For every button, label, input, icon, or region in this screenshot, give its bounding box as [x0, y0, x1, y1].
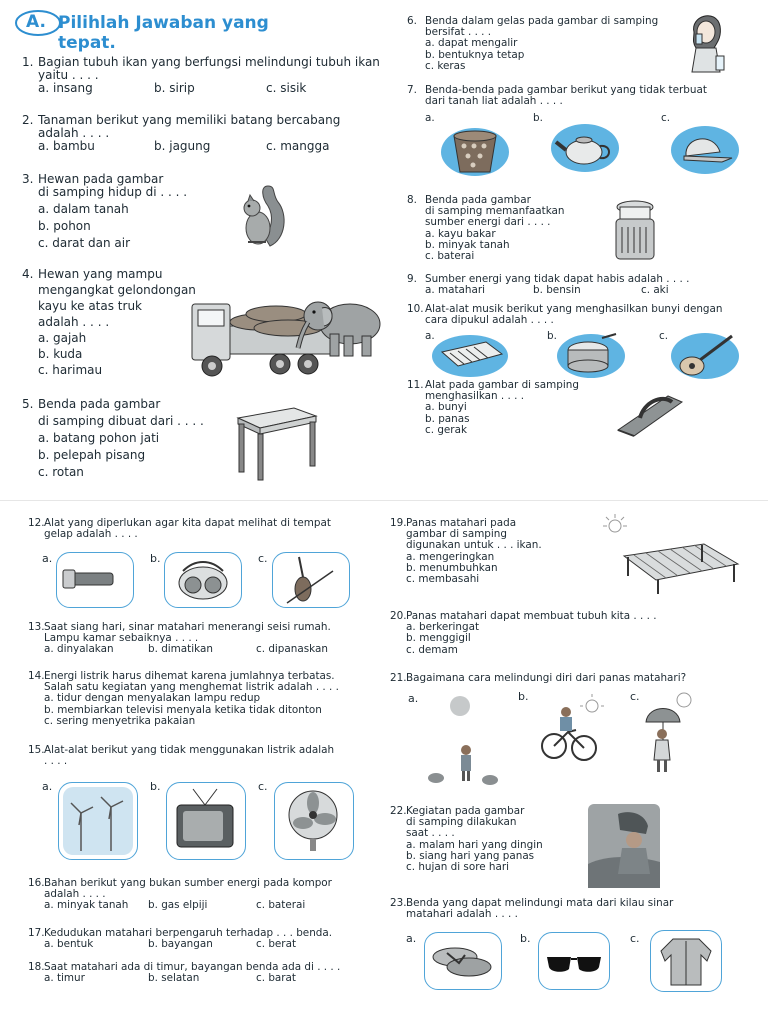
question-23 [390, 898, 740, 920]
option-b[interactable]: b. menumbuhkan [406, 561, 498, 574]
option-b[interactable]: b. bentuknya tetap [425, 48, 525, 61]
option-b[interactable]: b. gas elpiji [148, 899, 208, 912]
option-c[interactable]: c. dipanaskan [256, 643, 328, 656]
stove-icon [612, 197, 658, 263]
option-c[interactable]: c. gerak [425, 423, 467, 436]
question-number: 4. [22, 267, 34, 281]
question-text-continued: kayu ke atas truk [38, 299, 143, 313]
option-a[interactable]: a. matahari [425, 284, 486, 297]
option-b[interactable]: b. sirip [154, 81, 195, 95]
question-text-continued: menghasilkan . . . . [425, 390, 525, 403]
question-text: Saat matahari ada di timur, bayangan benda ada di . . . . [44, 961, 341, 973]
question-text-continued: sumber energi dari . . . . [425, 216, 551, 229]
question-text: Bagian tubuh ikan yang berfungsi melindungi tubuh ikan [38, 55, 380, 69]
question-21 [390, 673, 735, 684]
squirrel-icon [236, 184, 288, 250]
question-text-continued: yaitu . . . . [38, 68, 99, 82]
option-b[interactable]: b. pohon [38, 219, 91, 233]
elephant-icon [294, 294, 386, 360]
question-number: 9. [407, 273, 417, 285]
option-b-label[interactable]: b. [150, 780, 161, 793]
question-text: Benda pada gambar [38, 397, 161, 411]
option-a-label[interactable]: a. [406, 932, 417, 945]
question-text-continued: bersifat . . . . [425, 26, 492, 39]
jacket-icon [651, 931, 721, 991]
option-b[interactable]: b. bensin [533, 284, 581, 297]
question-text: Hewan pada gambar [38, 172, 164, 186]
boy-on-bicycle-icon[interactable] [540, 692, 616, 764]
question-number: 23. [390, 897, 407, 909]
question-text: Benda yang dapat melindungi mata dari kilau sinar [406, 897, 674, 909]
section-letter: A. [26, 12, 46, 32]
option-b-frame[interactable] [166, 782, 246, 860]
option-c-label[interactable]: c. [630, 932, 640, 945]
question-text: Kedudukan matahari berpengaruh terhadap . . . benda. [44, 927, 333, 939]
option-c-label[interactable]: c. [630, 690, 640, 703]
question-text: Benda-benda pada gambar berikut yang tidak terbuat [425, 84, 707, 96]
question-19 [390, 518, 610, 585]
boy-in-sun-icon[interactable] [424, 692, 504, 792]
question-3 [22, 173, 222, 250]
sunglasses-icon [539, 933, 609, 989]
option-a-frame[interactable] [424, 932, 502, 990]
teapot-icon[interactable] [550, 120, 620, 176]
option-b-frame[interactable] [164, 552, 242, 608]
question-text: Energi listrik harus dihemat karena jumlahnya terbatas. [44, 670, 335, 682]
question-number: 13. [28, 621, 45, 633]
question-text-continued: gambar di samping [406, 528, 507, 541]
question-text: Bahan berikut yang bukan sumber energi pada kompor [44, 877, 332, 889]
option-b[interactable]: b. bayangan [148, 938, 213, 951]
question-text-continued: di samping hidup di . . . . [38, 185, 188, 199]
question-17 [28, 928, 368, 951]
fish-drying-rack-icon [620, 540, 740, 596]
option-b[interactable]: b. selatan [148, 972, 200, 985]
guitar-icon[interactable] [670, 330, 740, 380]
option-a[interactable]: a. malam hari yang dingin [406, 838, 543, 851]
option-c[interactable]: c. sering menyetrika pakaian [44, 714, 196, 727]
question-text: Hewan yang mampu [38, 267, 163, 281]
option-a[interactable]: a. dapat mengalir [425, 37, 518, 50]
option-b[interactable]: b. membiarkan televisi menyala ketika tidak ditonton [44, 703, 322, 716]
option-c[interactable]: c. keras [425, 59, 466, 72]
option-b[interactable]: b. [533, 112, 543, 125]
sandals-icon [425, 933, 501, 989]
farmer-resting-icon [588, 804, 660, 888]
question-15 [28, 745, 368, 767]
sun-icon [598, 512, 632, 538]
question-text: Alat-alat musik berikut yang menghasilkan bunyi dengan [425, 303, 723, 315]
option-b[interactable]: b. panas [425, 412, 470, 425]
option-c[interactable]: c. hujan di sore hari [406, 861, 510, 874]
question-text: Panas matahari pada [406, 517, 517, 529]
question-text-continued: adalah . . . . [38, 315, 110, 329]
question-text-continued: saat . . . . [406, 827, 455, 840]
option-a-label[interactable]: a. [408, 692, 419, 705]
option-a[interactable]: a. batang pohon jati [38, 431, 160, 445]
girl-drinking-icon [686, 8, 730, 74]
option-b-frame[interactable] [538, 932, 610, 990]
option-a[interactable]: a. gajah [38, 331, 87, 345]
question-9 [407, 274, 752, 297]
option-c[interactable]: c. demam [406, 643, 458, 656]
question-number: 7. [407, 84, 417, 96]
option-b[interactable]: b. dimatikan [148, 643, 213, 656]
question-number: 12. [28, 517, 45, 529]
question-number: 18. [28, 961, 45, 973]
option-c-frame[interactable] [274, 782, 354, 860]
question-13 [28, 622, 368, 656]
option-a[interactable]: a. minyak tanah [44, 899, 129, 912]
option-c[interactable]: c. membasahi [406, 573, 480, 586]
option-c-label[interactable]: c. [258, 552, 268, 565]
option-a-frame[interactable] [58, 782, 138, 860]
option-c[interactable]: c. [659, 330, 669, 343]
option-a[interactable]: a. dinyalakan [44, 643, 114, 656]
question-text-continued: digunakan untuk . . . ikan. [406, 539, 542, 552]
option-c-frame[interactable] [650, 930, 722, 992]
option-a[interactable]: a. mengeringkan [406, 550, 495, 563]
option-a[interactable]: a. bambu [38, 139, 95, 153]
iron-icon [614, 388, 686, 438]
violin-icon [273, 553, 349, 607]
option-c[interactable]: c. berat [256, 938, 297, 951]
question-number: 16. [28, 877, 45, 889]
question-text: Alat yang diperlukan agar kita dapat melihat di tempat [44, 517, 331, 529]
question-text: Tanaman berikut yang memiliki batang bercabang [38, 113, 341, 127]
question-text: Bagaimana cara melindungi diri dari panas matahari? [406, 672, 687, 684]
option-a[interactable]: a. insang [38, 81, 93, 95]
question-text-continued: adalah . . . . [44, 888, 106, 901]
question-5 [22, 398, 222, 479]
question-number: 17. [28, 927, 45, 939]
windmill-icon [59, 783, 137, 859]
option-b[interactable]: b. kuda [38, 347, 83, 361]
question-number: 21. [390, 672, 407, 684]
question-number: 3. [22, 172, 34, 186]
question-16 [28, 878, 368, 912]
question-text-continued: matahari adalah . . . . [406, 908, 518, 921]
question-number: 5. [22, 397, 34, 411]
question-6 [407, 16, 677, 72]
girl-with-umbrella-icon[interactable] [640, 688, 700, 780]
option-a[interactable]: a. timur [44, 972, 85, 985]
option-c[interactable]: c. baterai [425, 250, 475, 263]
television-icon [167, 783, 245, 859]
option-a-frame[interactable] [56, 552, 134, 608]
question-number: 1. [22, 55, 34, 69]
option-c-frame[interactable] [272, 552, 350, 608]
drum-icon[interactable] [556, 332, 626, 380]
option-c[interactable]: c. darat dan air [38, 236, 131, 250]
question-22 [390, 806, 590, 873]
question-text-continued: di samping dibuat dari . . . . [38, 414, 204, 428]
option-c[interactable]: c. harimau [38, 363, 103, 377]
question-text-continued: di samping dilakukan [406, 816, 517, 829]
option-a[interactable]: a. [425, 330, 435, 343]
question-text-continued: Lampu kamar sebaiknya . . . . [44, 632, 199, 645]
question-14 [28, 671, 368, 727]
question-number: 19. [390, 517, 407, 529]
question-number: 8. [407, 194, 417, 206]
question-text: Kegiatan pada gambar [406, 805, 525, 817]
page-divider [0, 500, 768, 501]
section-title: Pilihlah Jawaban yang tepat. [58, 13, 269, 53]
question-text-continued: dari tanah liat adalah . . . . [425, 95, 563, 108]
option-a[interactable]: a. [425, 112, 435, 125]
question-18 [28, 962, 368, 985]
section-header [14, 8, 314, 53]
question-text: Benda pada gambar [425, 194, 531, 206]
question-text: Sumber energi yang tidak dapat habis adalah . . . . [425, 273, 690, 285]
option-a[interactable]: a. berkeringat [406, 621, 480, 634]
option-c[interactable]: c. [661, 112, 671, 125]
option-b[interactable]: b. jagung [154, 139, 211, 153]
question-text-continued: adalah . . . . [38, 126, 110, 140]
option-a[interactable]: a. kayu bakar [425, 227, 496, 240]
question-text: Benda dalam gelas pada gambar di samping [425, 15, 659, 27]
option-b-label[interactable]: b. [518, 690, 529, 703]
radio-icon [165, 553, 241, 607]
question-number: 22. [390, 805, 407, 817]
option-c-label[interactable]: c. [258, 780, 268, 793]
option-a-label[interactable]: a. [42, 780, 53, 793]
option-c[interactable]: c. aki [641, 284, 669, 297]
question-text-continued: . . . . [44, 755, 68, 768]
option-b[interactable]: b. menggigil [406, 632, 471, 645]
cap-icon[interactable] [670, 122, 740, 176]
question-text-continued: mengangkat gelondongan [38, 283, 196, 297]
question-text-continued: cara dipukul adalah . . . . [425, 314, 554, 327]
question-text: Panas matahari dapat membuat tubuh kita . . . . [406, 610, 657, 622]
question-12 [28, 518, 368, 540]
question-text-continued: di samping memanfaatkan [425, 205, 565, 218]
option-c[interactable]: c. barat [256, 972, 296, 985]
option-a[interactable]: a. bunyi [425, 401, 467, 414]
option-b-label[interactable]: b. [150, 552, 161, 565]
question-2 [22, 114, 382, 154]
option-a[interactable]: a. dalam tanah [38, 202, 129, 216]
question-text: Saat siang hari, sinar matahari menerangi seisi rumah. [44, 621, 331, 633]
option-a[interactable]: a. tidur dengan menyalakan lampu redup [44, 692, 261, 705]
flashlight-icon [57, 553, 133, 607]
question-number: 10. [407, 303, 424, 315]
question-text-continued: Salah satu kegiatan yang menghemat listrik adalah . . . . [44, 681, 339, 694]
option-a[interactable]: a. bentuk [44, 938, 94, 951]
question-8 [407, 195, 607, 262]
question-text: Alat pada gambar di samping [425, 379, 579, 391]
option-c[interactable]: c. mangga [266, 139, 330, 153]
question-20 [390, 611, 735, 656]
question-number: 20. [390, 610, 407, 622]
fan-icon [275, 783, 353, 859]
question-number: 14. [28, 670, 45, 682]
option-a-label[interactable]: a. [42, 552, 53, 565]
question-number: 15. [28, 744, 45, 756]
basket-icon[interactable] [440, 122, 510, 178]
question-1 [22, 56, 382, 96]
piano-icon[interactable] [430, 332, 510, 378]
option-b[interactable]: b. minyak tanah [425, 238, 510, 251]
question-number: 6. [407, 15, 417, 27]
option-b[interactable]: b. pelepah pisang [38, 448, 146, 462]
question-number: 2. [22, 113, 34, 127]
option-c[interactable]: c. sisik [266, 81, 307, 95]
question-11 [407, 380, 607, 436]
option-b[interactable]: b. siang hari yang panas [406, 849, 535, 862]
option-c[interactable]: c. rotan [38, 465, 84, 479]
question-text: Alat-alat berikut yang tidak menggunakan listrik adalah [44, 744, 335, 756]
option-b-label[interactable]: b. [520, 932, 531, 945]
table-icon [234, 402, 320, 482]
option-c[interactable]: c. baterai [256, 899, 306, 912]
question-number: 11. [407, 379, 424, 391]
option-b[interactable]: b. [547, 330, 557, 343]
question-text-continued: gelap adalah . . . . [44, 528, 138, 541]
